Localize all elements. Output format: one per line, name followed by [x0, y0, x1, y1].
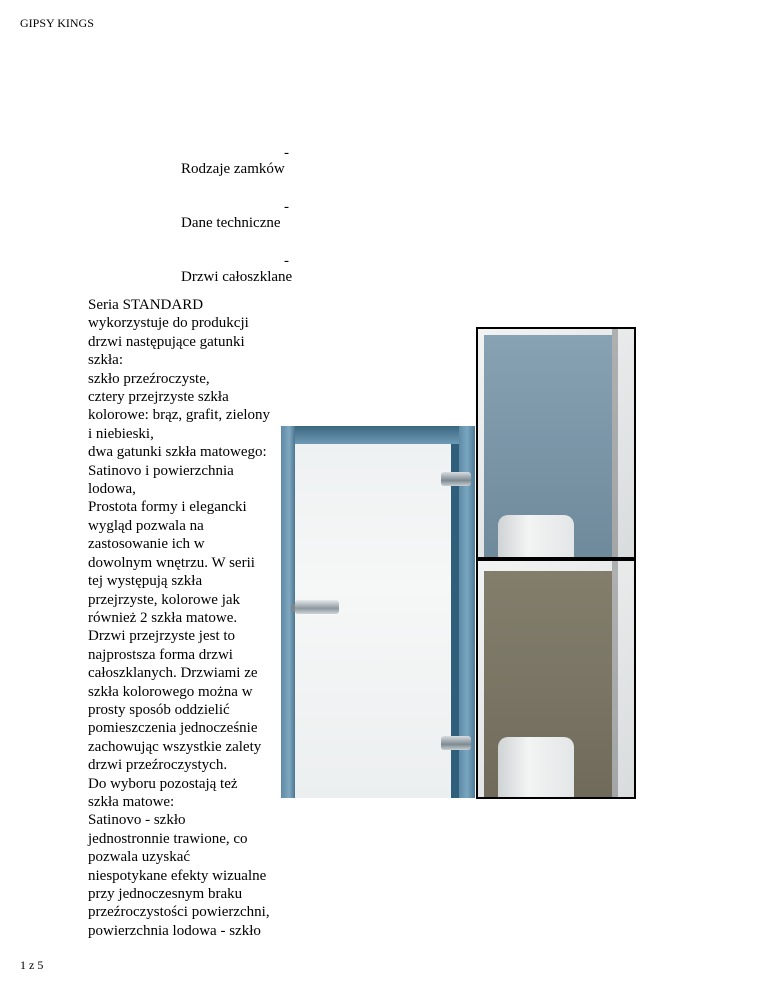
bronze-glass-sample-photo [476, 559, 636, 799]
page-header-title: GIPSY KINGS [20, 16, 94, 30]
body-text-line: drzwi następujące gatunki [88, 333, 245, 350]
door-hinge-top [441, 472, 471, 486]
body-text-line: pozwala uzyskać [88, 849, 191, 866]
page-number: 1 z 5 [20, 958, 44, 972]
body-text-line: Drzwi przejrzyste jest to [88, 628, 236, 645]
body-text-line: wykorzystuje do produkcji [88, 315, 249, 332]
body-text-line: kolorowe: brąz, grafit, zielony [88, 407, 271, 424]
body-text-line: i niebieski, [88, 425, 154, 442]
body-text-line: zastosowanie ich w [88, 536, 205, 553]
nav-label: Rodzaje zamków [181, 161, 285, 177]
body-text-line: wygląd pozwala na [88, 517, 204, 534]
body-text-line: prosty sposób oddzielić [88, 701, 230, 718]
nav-link-lock-types[interactable] [181, 146, 295, 178]
body-text-line: szkła: [88, 352, 123, 369]
body-text-line: drzwi przeźroczystych. [88, 757, 228, 774]
body-text-line: Satinovo - szkło [88, 812, 186, 829]
door-glass-panel [295, 444, 459, 798]
body-text-line: Prostota formy i elegancki [88, 499, 247, 516]
sample-shadow [612, 329, 618, 557]
body-text-line: przeźroczystości powierzchni, [88, 904, 270, 921]
body-text-line: zachowując wszystkie zalety [88, 738, 262, 755]
body-text-line: jednostronnie trawione, co [88, 830, 248, 847]
body-text-line: szkło przeźroczyste, [88, 370, 210, 387]
body-text-line: pomieszczenia jednocześnie [88, 720, 258, 737]
door-hinge-bottom [441, 736, 471, 750]
nav-label: Dane techniczne [181, 215, 281, 231]
sample-object [498, 737, 574, 799]
nav-dash: - [284, 145, 289, 161]
nav-link-all-glass-doors[interactable] [181, 254, 295, 286]
nav-dash: - [284, 253, 289, 269]
body-text-line: Seria STANDARD [88, 297, 204, 313]
body-text-line: cztery przejrzyste szkła [88, 389, 229, 406]
body-text-line: przy jednoczesnym braku [88, 886, 243, 902]
body-text-line: całoszklanych. Drzwiami ze [88, 665, 258, 682]
glass-door-photo [281, 426, 475, 798]
body-text-line: dwa gatunki szkła matowego: [88, 444, 267, 461]
body-text-line: dowolnym wnętrzu. W serii [88, 554, 255, 571]
body-text-line: tej występują szkła [88, 573, 203, 590]
article-body [88, 296, 288, 940]
body-text-line: szkła kolorowego można w [88, 683, 253, 700]
body-text-line: najprostsza forma drzwi [88, 646, 233, 663]
nav-link-technical-data[interactable] [181, 200, 295, 232]
body-text-line: przejrzyste, kolorowe jak [88, 591, 241, 608]
door-handle [295, 600, 339, 614]
body-text-line: Satinovo i powierzchnia [88, 462, 234, 479]
door-frame-left [281, 426, 295, 798]
door-frame-top [281, 426, 475, 444]
sample-shadow [612, 561, 618, 797]
nav-dash: - [284, 199, 289, 215]
body-text-line: również 2 szkła matowe. [88, 609, 238, 626]
body-text-line: lodowa, [88, 481, 136, 498]
blue-glass-sample-photo [476, 327, 636, 559]
body-text-line: szkła matowe: [88, 793, 175, 810]
body-text-line: Do wyboru pozostają też [88, 775, 238, 792]
body-text-line: powierzchnia lodowa - szkło [88, 922, 261, 939]
nav-label: Drzwi całoszklane [181, 269, 293, 285]
body-text-line: niespotykane efekty wizualne [88, 867, 267, 884]
sample-object [498, 515, 574, 559]
